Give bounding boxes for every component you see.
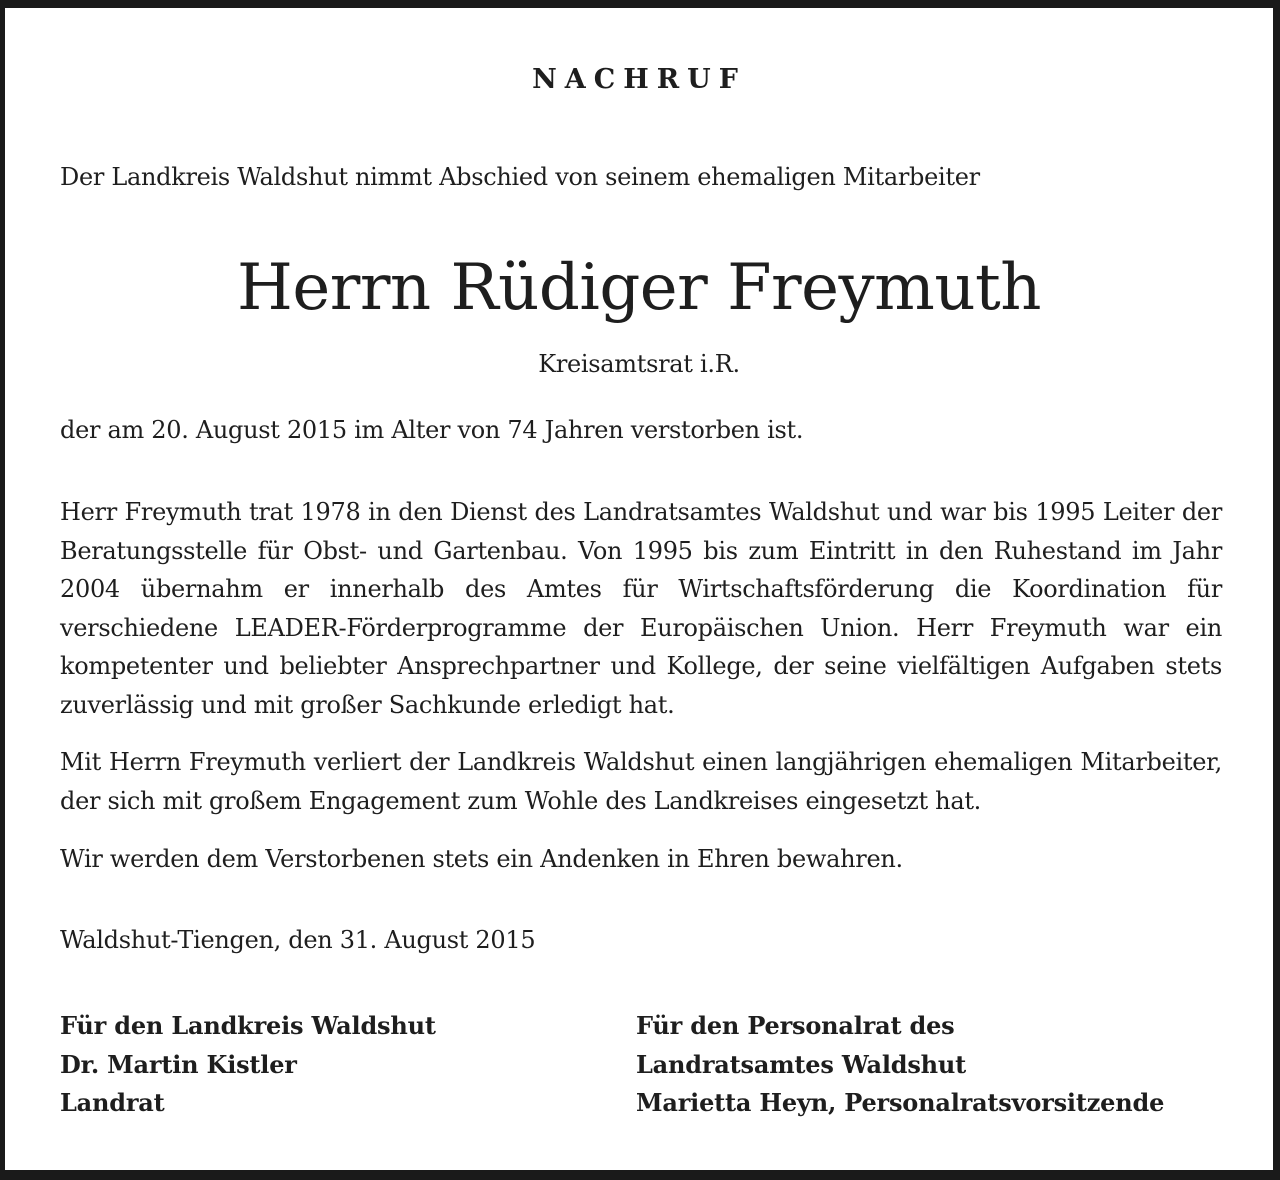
signature-block-staff-council: [636, 1007, 1164, 1123]
signature-line: Landrat: [60, 1088, 165, 1117]
death-line: der am 20. August 2015 im Alter von 74 Jahren verstorben ist.: [60, 416, 804, 444]
notice-heading: NACHRUF: [532, 64, 746, 95]
signature-line: Marietta Heyn, Personalratsvorsitzende: [636, 1088, 1165, 1117]
signature-block-district: [60, 1007, 436, 1123]
tribute-paragraph: Mit Herrn Freymuth verliert der Landkreis Waldshut einen langjährigen ehemaligen Mitarbeiter, der sich mit großem Engagement zum Wohle des Landkreises eingesetzt hat.: [60, 748, 1222, 815]
remembrance-paragraph: Wir werden dem Verstorbenen stets ein Andenken in Ehren bewahren.: [60, 845, 903, 873]
career-paragraph: Herr Freymuth trat 1978 in den Dienst des Landratsamtes Waldshut und war bis 1995 Leiter der Beratungsstelle für Obst- und Gartenbau. Von 1995 bis zum Eintritt in den Ruhestand im Jahr 2004 übernahm er innerhalb des Amtes für Wirtschaftsförderung die Koordination für verschiedene LEADER-Förderprogramme der Europäischen Union. Herr Freymuth war ein kompetenter und beliebter Ansprechpartner und Kollege, der seine vielfältigen Aufgaben stets zuverlässig und mit großer Sachkunde erledigt hat.: [60, 498, 1222, 719]
intro-line: Der Landkreis Waldshut nimmt Abschied von seinem ehemaligen Mitarbeiter: [60, 163, 980, 191]
deceased-rank: Kreisamtsrat i.R.: [538, 350, 740, 378]
signature-line: Für den Personalrat des: [636, 1011, 955, 1040]
place-date: Waldshut-Tiengen, den 31. August 2015: [60, 926, 536, 954]
signature-line: Dr. Martin Kistler: [60, 1049, 297, 1079]
signature-line: Für den Landkreis Waldshut: [60, 1011, 436, 1040]
signature-line: Landratsamtes Waldshut: [636, 1049, 967, 1079]
deceased-name: Herrn Rüdiger Freymuth: [237, 251, 1041, 325]
